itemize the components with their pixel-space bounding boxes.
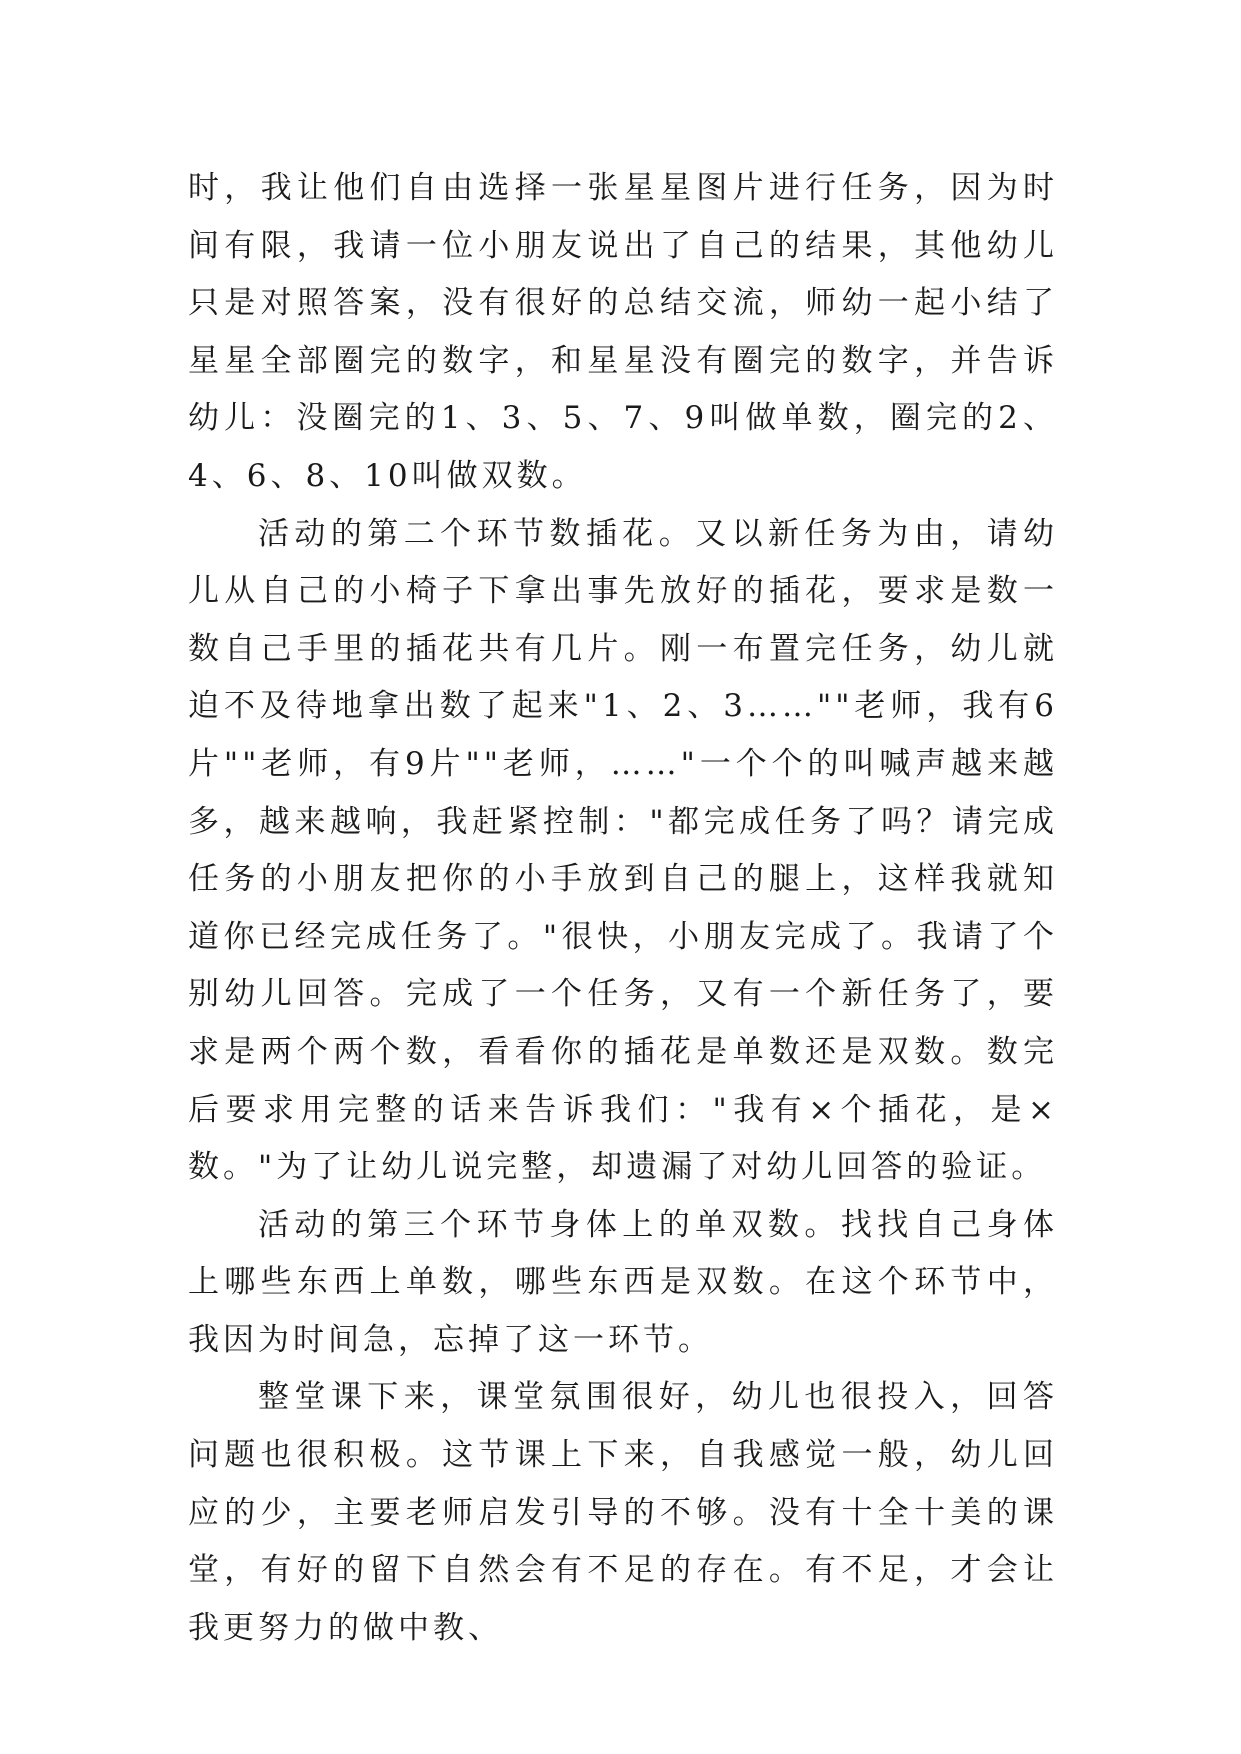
paragraph-continuation: 时，我让他们自由选择一张星星图片进行任务，因为时间有限，我请一位小朋友说出了自己的结果，其他幼儿只是对照答案，没有很好的总结交流，师幼一起小结了星星全部圈完的数字，和星星没有圈完的数字，并告诉幼儿：没圈完的1、3、5、7、9叫做单数，圈完的2、4、6、8、10叫做双数。 bbox=[188, 170, 1058, 494]
paragraph-second-activity: 活动的第二个环节数插花。又以新任务为由，请幼儿从自己的小椅子下拿出事先放好的插花，要求是数一数自己手里的插花共有几片。刚一布置完任务，幼儿就迫不及待地拿出数了起来"1、2、3……""老师，我有6片""老师，有9片""老师，……"一个个的叫喊声越来越多，越来越响，我赶紧控制："都完成任务了吗？请完成任务的小朋友把你的小手放到自己的腿上，这样我就知道你已经完成任务了。"很快，小朋友完成了。我请了个别幼儿回答。完成了一个任务，又有一个新任务了，要求是两个两个数，看看你的插花是单数还是双数。数完后要求用完整的话来告诉我们："我有×个插花，是×数。"为了让幼儿说完整，却遗漏了对幼儿回答的验证。 bbox=[188, 515, 1058, 1186]
body-text bbox=[188, 160, 1058, 1657]
paragraph-reflection: 整堂课下来，课堂氛围很好，幼儿也很投入，回答问题也很积极。这节课上下来，自我感觉一般，幼儿回应的少，主要老师启发引导的不够。没有十全十美的课堂，有好的留下自然会有不足的存在。有不足，才会让我更努力的做中教、 bbox=[188, 1379, 1058, 1646]
paragraph-third-activity: 活动的第三个环节身体上的单双数。找找自己身体上哪些东西上单数，哪些东西是双数。在这个环节中，我因为时间急，忘掉了这一环节。 bbox=[188, 1206, 1058, 1358]
